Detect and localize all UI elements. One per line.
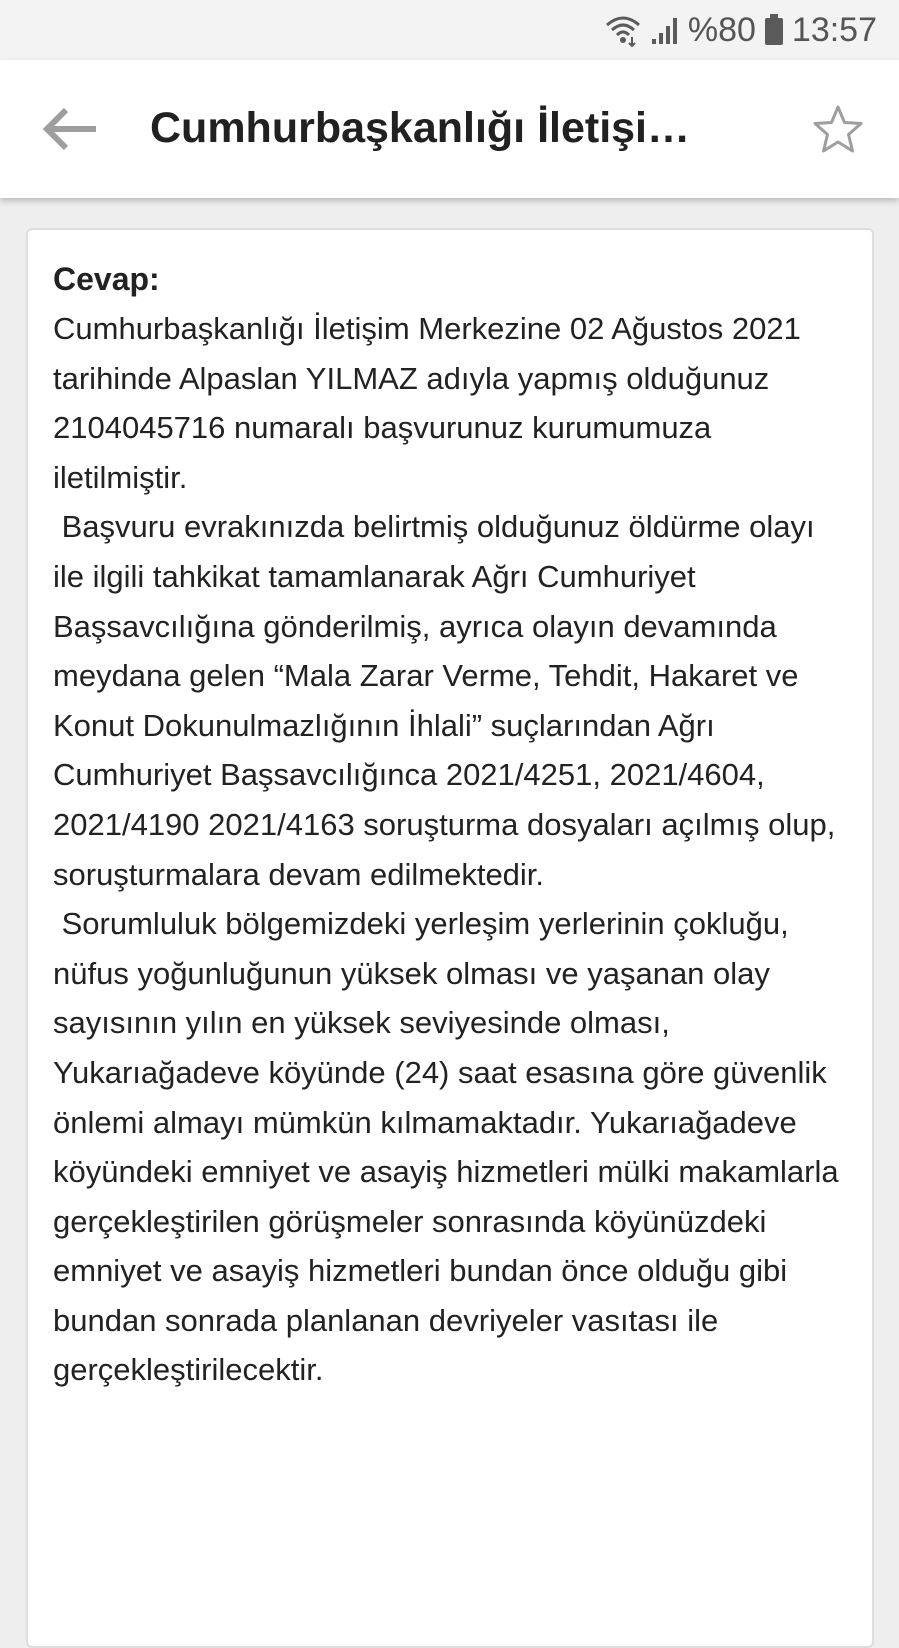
back-arrow-icon — [42, 106, 100, 152]
answer-paragraph: Cumhurbaşkanlığı İletişim Merkezine 02 Ağustos 2021 tarihinde Alpaslan YILMAZ adıyla yapmış olduğunuz 2104045716 numaralı başvurunuz kurumumuza iletilmiştir. — [53, 311, 810, 495]
favorite-button[interactable] — [805, 96, 871, 162]
answer-paragraph: Başvuru evrakınızda belirtmiş olduğunuz öldürme olayı ile ilgili tahkikat tamamlanarak Ağrı Cumhuriyet Başsavcılığına gönderilmiş, ayrıca olayın devamında meydana gelen “Mala Zarar Verme, Tehdit, Hakaret ve Konut Dokunulmazlığının İhlali” suçlarından Ağrı Cumhuriyet Başsavcılığınca 2021/4251, 2021/4604, 2021/4190 2021/4163 soruşturma dosyaları açılmış olup, soruşturmalara devam edilmektedir. — [53, 509, 844, 892]
page-title: Cumhurbaşkanlığı İletişi… — [150, 104, 690, 152]
wifi-icon — [604, 13, 642, 47]
answer-label: Cevap: — [53, 261, 160, 297]
answer-paragraph: Sorumluluk bölgemizdeki yerleşim yerlerinin çokluğu, nüfus yoğunluğunun yüksek olması ve yaşanan olay sayısının yılın en yüksek seviyesinde olması, Yukarıağadeve köyünde (24) saat esasına göre güvenlik önlemi almayı mümkün kılmamaktadır. Yukarıağadeve köyündeki emniyet ve asayiş hizmetleri mülki makamlarla gerçekleştirilen görüşmeler sonrasında köyünüzdeki emniyet ve asayiş hizmetleri bundan önce olduğu gibi bundan sonrada planlanan devriyeler vasıtası ile gerçekleştirilecektir. — [53, 906, 848, 1388]
star-outline-icon — [812, 104, 864, 154]
status-bar — [0, 0, 899, 60]
app-bar — [0, 60, 899, 198]
clock: 13:57 — [791, 10, 877, 49]
battery-percent: %80 — [687, 10, 756, 49]
back-button[interactable] — [36, 94, 106, 164]
battery-icon — [764, 14, 784, 46]
signal-icon — [650, 15, 680, 45]
answer-card — [26, 228, 874, 1648]
